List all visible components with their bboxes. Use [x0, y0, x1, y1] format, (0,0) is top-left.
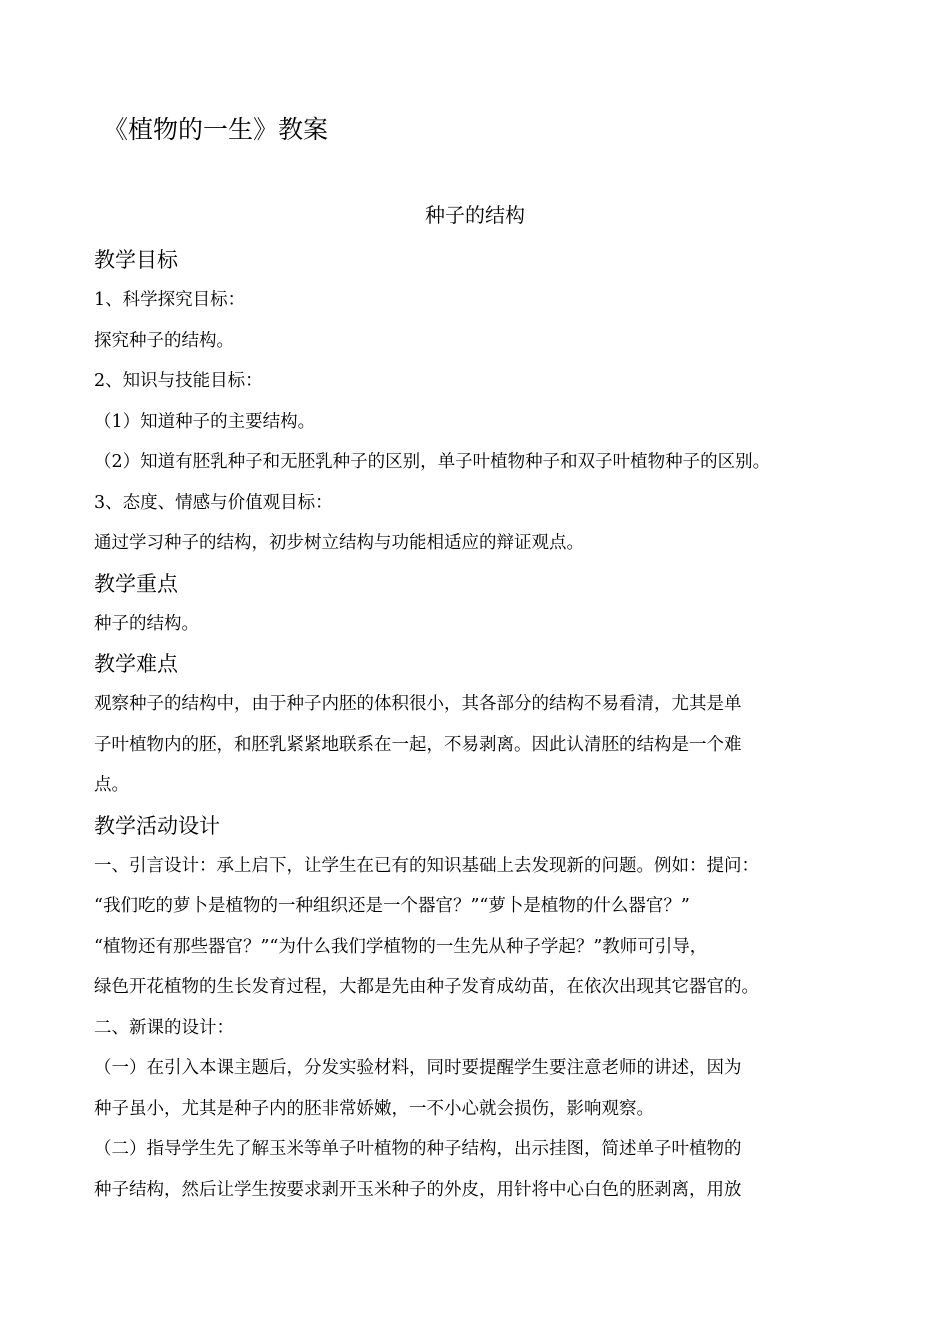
- activity-line: （二）指导学生先了解玉米等单子叶植物的种子结构，出示挂图，简述单子叶植物的: [94, 1139, 742, 1159]
- section-title: 种子的结构: [425, 203, 525, 227]
- difficulty-line: 观察种子的结构中，由于种子内胚的体积很小，其各部分的结构不易看清，尤其是单: [94, 694, 742, 714]
- activity-line: 二、新课的设计：: [94, 1017, 234, 1038]
- objective-line: 探究种子的结构。: [94, 330, 234, 351]
- activity-heading: 教学活动设计: [94, 813, 220, 838]
- objective-line: （2）知道有胚乳种子和无胚乳种子的区别，单子叶植物种子和双子叶植物种子的区别。: [94, 452, 771, 472]
- activity-line: 绿色开花植物的生长发育过程，大都是先由种子发育成幼苗，在依次出现其它器官的。: [94, 977, 759, 997]
- objective-line: 3、态度、情感与价值观目标：: [94, 492, 333, 513]
- difficulty-heading: 教学难点: [94, 652, 178, 676]
- activity-line: 种子结构，然后让学生按要求剥开玉米种子的外皮，用针将中心白色的胚剥离，用放: [94, 1179, 742, 1200]
- objectives-heading: 教学目标: [94, 248, 178, 272]
- document-title: 《植物的一生》教案: [103, 115, 329, 144]
- difficulty-line: 点。: [94, 775, 129, 795]
- key-points-heading: 教学重点: [94, 571, 178, 596]
- objective-line: 通过学习种子的结构，初步树立结构与功能相适应的辩证观点。: [94, 533, 584, 553]
- objective-line: 1、科学探究目标：: [94, 290, 246, 310]
- difficulty-line: 子叶植物内的胚，和胚乳紧紧地联系在一起，不易剥离。因此认清胚的结构是一个难: [94, 734, 742, 755]
- key-point-line: 种子的结构。: [94, 613, 199, 634]
- activity-line: （一）在引入本课主题后，分发实验材料，同时要提醒学生要注意老师的讲述，因为: [94, 1058, 742, 1078]
- document-body: [94, 240, 864, 1210]
- activity-line: “植物还有那些器官？”“为什么我们学植物的一生先从种子学起？”教师可引导，: [94, 936, 708, 957]
- activity-line: “我们吃的萝卜是植物的一种组织还是一个器官？”“萝卜是植物的什么器官？”: [94, 896, 690, 916]
- activity-line: 一、引言设计：承上启下，让学生在已有的知识基础上去发现新的问题。例如：提问：: [94, 855, 759, 876]
- objective-line: （1）知道种子的主要结构。: [94, 411, 316, 432]
- objective-line: 2、知识与技能目标：: [94, 371, 263, 391]
- activity-line: 种子虽小，尤其是种子内的胚非常娇嫩，一不小心就会损伤，影响观察。: [94, 1098, 654, 1119]
